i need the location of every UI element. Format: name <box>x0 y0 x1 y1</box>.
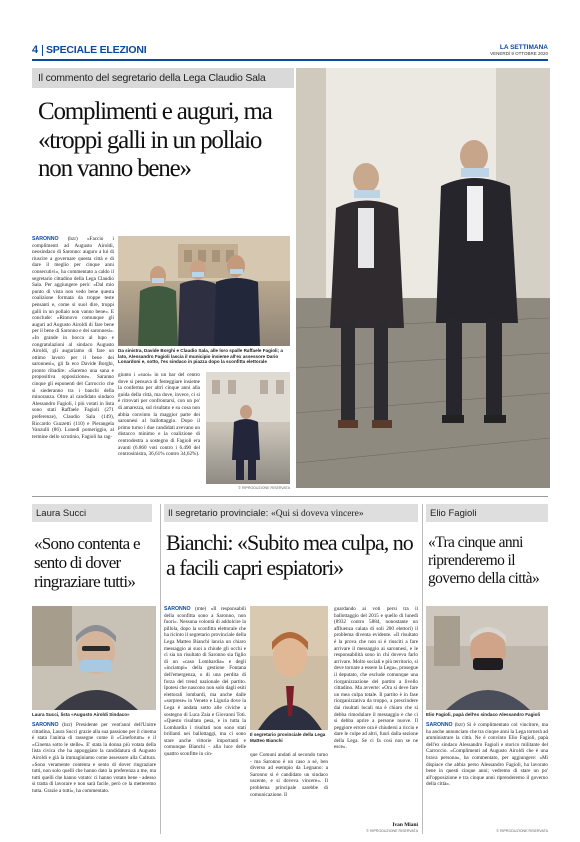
center-dateline: SARONNO <box>164 606 191 612</box>
center-article-col1 <box>164 606 246 834</box>
main-article-text-1: (bzr) «Faccio i complimenti ad Augusto Airoldi, neosindaco di Saronno: auguro a lui di riuscire a governare questa città e di dare il meglio per cinque anni consecutivi», ha commentato a caldo il segretario cittadino della Lega Claudio Sala. Per aggiungere però: «Dal mio punto di vista non vedo bene questa coalizione formata da troppe teste pensanti e, come si suol dire, troppi galli in un pollaio non vanno bene». E conclude: «Rinnovo comunque gli auguri ad Augusto Airoldi di fare bene per il bene di Saronno e dei saronnesi». «In grande in bocca al lupo e congratulazioni al sindaco Augusto Airoldi, gli auguriamo di fare un ottimo lavoro per il bene dei saronnesi», gli fa eco Davide Borghi, pronto ribadire: «Saremo una sana e propositiva opposizione». Saranno cinque gli esponenti del Carroccio che si siederanno tra i banchi della minoranza. Oltre al candidato sindaco Alessandro Fagioli, i più votati in lista sono stati Raffaele Fagioli (271 preferenze), Claudio Sala (149), Riccardo Guzzetti (110) e Pierangela Vanzulli (86). Lunedì pomeriggio, al termine dello scrutinio, Fagioli ha rag- <box>32 236 114 440</box>
right-copyright: © RIPRODUZIONE RISERVATA <box>496 829 548 833</box>
main-headline: Complimenti e auguri, ma «troppi galli in un pollaio non vanno bene» <box>38 98 272 182</box>
center-article-text-3: guardando ai voti persi tra il ballottaggio del 2015 e quello di lunedì (8932 contro 5884, nonostante un affluenza calata di soli 200 elettori) il problema diventa evidente. «Il risultato è la prova che non si è riusciti a fare arrivare il messaggio ai saronnesi, e le responsabilità sono in chi doveva farlo arrivare. Molto sociali e più territorio, si deve tornare a essere la Lega», prosegue il deputato, che esclude comunque una riorganizzazione del partito a livello cittadino. Ma avverte: «Ora si deve fare un mea culpa totale. Il partito è in fase riorganizzativa da troppo, a prescindere dai risultati locali ma è chiaro che si debba rimodulare il messaggio e che ci si debba aprire a persone nuove. Il peggiore errore ora è chiudersi a riccio e dare le colpe ad altri, fuori dalla sezione della Lega. Se ci fa così non se ne esce». <box>334 606 418 751</box>
center-kicker <box>168 508 364 519</box>
main-article-text-3: giunto i «suoi» in un bar del centro dove si pensava di festeggiare insieme la conferma per altri cinque anni alla guida della città, ma dove, invece, ci si è ritrovati per confrontarsi, con un po' di amarezza, sul risultato e su cosa non abbia convinto la maggior parte dei saronnesi al ballottaggio. Dopo il primo turno i due candidati avevano un distacco minimo e la coalizione di centrodestra a sostegno di Fagioli era avanti (6.860 voti contro i 6.490 del centrosinistra, 36,61% contro 34,62%). <box>118 372 200 458</box>
left-dateline: SARONNO <box>32 722 59 728</box>
center-photo <box>250 606 328 730</box>
center-article-text-2: que Comuni andati al secondo turno - ma Saronno è un caso a sé, ben diverso ad esempio da Legnano: a Saronno si è candidato un sindaco uscente, e si doveva vincere». Il problema principale sarebbe di comunicazione. Il <box>250 752 328 798</box>
center-copyright: © RIPRODUZIONE RISERVATA <box>366 829 418 833</box>
center-author: Ivan Miani <box>392 822 418 828</box>
right-article <box>426 722 548 826</box>
issue-date: VENERDÌ 9 OTTOBRE 2020 <box>490 51 548 56</box>
right-article-text: (bzr) Si è complimentato col vincitore, ma ha anche annunciato che tra cinque anni la Lega tornerà ad amministrare la città. Ne è convinto Elio Fagioli, papà dell'ex sindaco Alessandro Fagioli e storico militante del Carroccio. «Complimenti ad Augusto Airoldi che è una brava persona», ha commentato, per aggiungere: «Mi dispiace che abbia perso Alessandro Fagioli, ha lavorato bene in questi cinque anni; vedremo di stare un po' all'opposizione e tra cinque anni riprenderemo il governo della città». <box>426 722 548 788</box>
column-divider-left <box>160 504 161 834</box>
center-article-col2 <box>250 752 328 834</box>
group-photo-illustration <box>118 236 290 346</box>
header-rule <box>32 59 548 61</box>
main-photo-street <box>296 68 550 488</box>
masthead: LA SETTIMANA <box>499 44 548 51</box>
portrait-elio-fagioli <box>426 606 548 710</box>
left-photo-caption: Laura Succi, lista «Augusto Airoldi Sindaco» <box>32 712 130 717</box>
main-kicker: Il commento del segretario della Lega Claudio Sala <box>38 72 266 84</box>
right-name: Elio Fagioli <box>430 508 477 519</box>
main-copyright: © RIPRODUZIONE RISERVATA <box>238 486 290 490</box>
street-scene-illustration <box>296 68 550 488</box>
left-photo <box>32 606 156 710</box>
page-number: 4 <box>32 44 39 56</box>
dateline: SARONNO <box>32 236 59 242</box>
center-headline: Bianchi: «Subito mea culpa, no a facili capri espiatori» <box>166 530 413 580</box>
center-article-col3 <box>334 606 418 822</box>
section-divider <box>32 496 548 497</box>
right-photo-caption: Elio Fagioli, papà dell'ex sindaco Alessandro Fagioli <box>426 712 541 717</box>
page-header <box>32 44 548 58</box>
left-quote: «Sono contenta e sento di dover ringraziare tutti» <box>34 534 140 591</box>
column-divider-right <box>422 504 423 834</box>
right-dateline: SARONNO <box>426 722 453 728</box>
left-article-text: (bzr) Presidente per vent'anni dell'Unitre cittadina, Laura Succi grazie alla sua passione per il cinema è stata l'anima di rassegne come il «Cineforum» e il «Cinema sotto le stelle». E' stata la donna più votata della lista civica che ha appoggiato la candidatura di Augusto Airoldi e già la immaginiamo come assessore alla Cultura. «Sono veramente contenta e sento di dover ringraziare tutti, non solo quelli che hanno dato la preferenza a me, ma tutti quelli che hanno votato: ci hanno votato bene - adesso si tratta di lavorare e non sarà facile, però ce la metteremo tutta. Grazie a tutti», ha commentato. <box>32 722 156 794</box>
center-article-text-1: (mte) «Il responsabili della sconfitta sono a Saronno, non fuori». Nessuna volontà di addolcire la pillola, dopo la sconfitta elettorale che ha ricinto il segretario provinciale della Lega Matteo Bianchi lancia un chiaro messaggio ai suoi a chiude gli occhi e ci sia un risultato di Saronno sia figlio di un «caso Lombardia» e degli «inciampi» della gestione Fontana dell'emergenza, o di una perdita di forza del trend nazionale del partito. Ipotesi che nascono non solo dagli esiti elettorali lombardi, ma anche dalle «sorprese» in Veneto e Liguria dove la Lega è andata sotto alle civiche a sostegno di Luca Zaia e Giovanni Toti. «Questo risultato pesa, e in tutta la Lombardia i risultati non sono stati brillanti nei ballottaggi, ma ci sono stare anche vittorie importanti e comunque Bianchi - alla luce delle quattro sconfitte in cin- <box>164 606 246 758</box>
left-article <box>32 722 156 832</box>
right-photo <box>426 606 548 710</box>
left-name: Laura Succi <box>36 508 87 519</box>
main-article-col1 <box>32 236 114 484</box>
main-photo-square <box>206 372 290 484</box>
center-photo-caption: Il segretario provinciale della Lega Matteo Bianchi <box>250 732 326 743</box>
main-photo-caption: Da sinistra, Davide Borghi e Claudio Sala, alle loro spalle Raffaele Fagioli; a lato, Alessandro Fagioli lascia il municipio insieme all'ex assessore Dario Lonardoni e, sotto, l'ex sindaco in piazza dopo la sconfitta elettorale <box>118 348 283 365</box>
portrait-matteo-bianchi <box>250 606 328 730</box>
square-photo-illustration <box>206 372 290 484</box>
center-kicker-part1: Il segretario provinciale: <box>168 508 271 519</box>
center-kicker-part2: «Qui si doveva vincere» <box>270 509 364 519</box>
section-title: SPECIALE ELEZIONI <box>46 44 147 56</box>
page-number-divider <box>42 45 43 56</box>
main-article-col3 <box>118 372 200 492</box>
right-quote: «Tra cinque anni riprenderemo il governo della città» <box>428 534 540 587</box>
portrait-laura-succi <box>32 606 156 710</box>
main-photo-group <box>118 236 290 346</box>
